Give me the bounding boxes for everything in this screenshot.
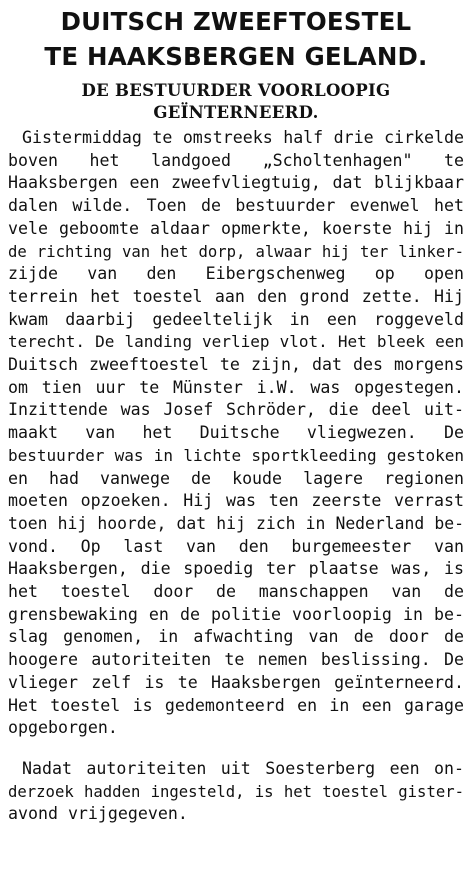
text-line: en had vanwege de koude lagere regionen: [8, 468, 464, 488]
text-line: maakt van het Duitsche vliegwezen. De: [8, 423, 464, 443]
text-line: terrein het toestel aan den grond zette. Hij: [8, 286, 464, 306]
text-line: vele geboomte aldaar opmerkte, koerste hij in: [8, 218, 464, 238]
subheadline-line: GEÏNTERNEERD.: [153, 103, 319, 122]
text-line: zijde van den Eibergschenweg op open: [8, 264, 464, 284]
text-line: Haaksbergen een zweefvliegtuig, dat blijkbaar: [8, 173, 464, 193]
headline-line: TE HAAKSBERGEN GELAND.: [44, 42, 428, 71]
text-line: terecht. De landing verliep vlot. Het bleek een: [8, 332, 464, 352]
text-line: derzoek hadden ingesteld, is het toestel gister-: [8, 782, 464, 801]
text-line: opgeborgen.: [8, 718, 118, 738]
text-line: Nadat autoriteiten uit Soesterberg een on-: [22, 758, 464, 778]
text-line: vlieger zelf is te Haaksbergen geïnterneerd.: [8, 672, 464, 692]
text-line: om tien uur te Münster i.W. was opgestegen.: [8, 377, 464, 397]
headline: [8, 4, 464, 74]
article-paragraph-2: [8, 758, 464, 826]
text-line: boven het landgoed „Scholtenhagen" te: [8, 150, 464, 170]
text-line: dalen wilde. Toen de bestuurder evenwel het: [8, 196, 464, 216]
text-line: slag genomen, in afwachting van de door de: [8, 627, 464, 647]
headline-line: DUITSCH ZWEEFTOESTEL: [60, 7, 412, 36]
text-line: hoogere autoriteiten te nemen beslissing. De: [8, 650, 464, 670]
text-line: Duitsch zweeftoestel te zijn, dat des morgens: [8, 355, 464, 375]
text-line: het toestel door de manschappen van de: [8, 582, 464, 602]
text-line: grensbewaking en de politie voorloopig in be-: [8, 604, 464, 624]
subheadline: [8, 80, 464, 124]
text-line: Gistermiddag te omstreeks half drie cirkelde: [22, 128, 464, 147]
text-line: toen hij hoorde, dat hij zich in Nederland be-: [8, 513, 464, 533]
text-line: Haaksbergen, die spoedig ter plaatse was, is: [8, 559, 464, 579]
text-line: avond vrijgegeven.: [8, 804, 188, 824]
text-line: moeten opzoeken. Hij was ten zeerste verrast: [8, 491, 464, 511]
text-line: vond. Op last van den burgemeester van: [8, 536, 464, 556]
article-paragraph-1: [8, 127, 464, 740]
text-line: bestuurder was in lichte sportkleeding gestoken: [8, 445, 464, 465]
text-line: Het toestel is gedemonteerd en in een garage: [8, 695, 464, 715]
subheadline-line: DE BESTUURDER VOORLOOPIG: [81, 81, 391, 100]
text-line: Inzittende was Josef Schröder, die deel uit-: [8, 400, 464, 420]
text-line: kwam daarbij gedeeltelijk in een roggeveld: [8, 309, 464, 329]
text-line: de richting van het dorp, alwaar hij ter linker-: [8, 242, 464, 261]
